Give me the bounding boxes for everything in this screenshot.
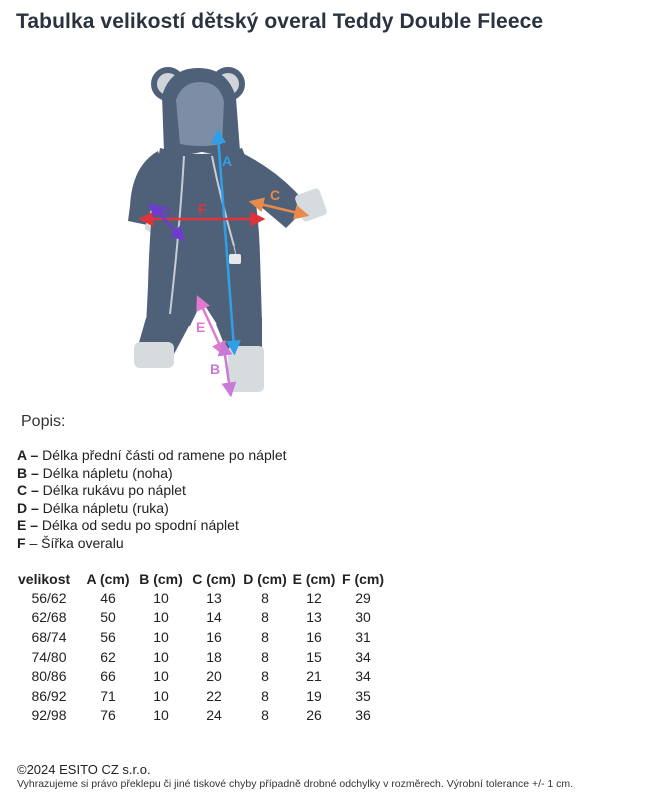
legend-key: F bbox=[17, 534, 26, 551]
table-cell: 15 bbox=[306, 648, 322, 665]
zipper-pull-tag bbox=[229, 254, 241, 264]
table-cell: 36 bbox=[355, 707, 371, 724]
table-cell: 10 bbox=[153, 687, 169, 704]
table-row bbox=[16, 666, 388, 686]
table-cell: 8 bbox=[261, 628, 269, 645]
measure-b-label: B bbox=[210, 361, 221, 377]
table-cell: 86/92 bbox=[31, 687, 67, 704]
legend-item-d bbox=[17, 500, 287, 518]
measure-d-label: D bbox=[160, 203, 171, 219]
legend-key: A – bbox=[17, 447, 39, 463]
table-cell: 56/62 bbox=[31, 589, 67, 606]
table-header-row bbox=[16, 570, 388, 588]
right-foot-cuff bbox=[228, 346, 264, 392]
table-row bbox=[16, 608, 388, 628]
table-cell: 13 bbox=[206, 589, 222, 606]
table-cell: 24 bbox=[206, 707, 222, 724]
left-foot-cuff bbox=[134, 342, 174, 368]
table-cell: 56 bbox=[100, 628, 116, 645]
legend-item-e bbox=[17, 517, 287, 535]
table-cell: 18 bbox=[206, 648, 222, 665]
legend-key: E – bbox=[17, 517, 39, 534]
table-cell: 30 bbox=[355, 609, 371, 626]
table-cell: 46 bbox=[100, 589, 116, 606]
table-cell: 16 bbox=[306, 628, 322, 645]
column-header: F (cm) bbox=[342, 571, 384, 587]
measure-c-label: C bbox=[270, 187, 281, 203]
table-cell: 19 bbox=[306, 687, 322, 704]
table-cell: 10 bbox=[153, 668, 169, 685]
legend-text: – Šířka overalu bbox=[25, 534, 124, 551]
legend-text: Délka nápletu (ruka) bbox=[38, 499, 169, 516]
measure-a-label: A bbox=[222, 153, 233, 169]
table-cell: 76 bbox=[100, 707, 116, 724]
table-row bbox=[16, 588, 388, 608]
copyright-notice: ©2024 ESITO CZ s.r.o. bbox=[17, 762, 151, 777]
legend-key: B – bbox=[17, 464, 39, 481]
page-title: Tabulka velikostí dětský overal Teddy Double Fleece bbox=[16, 10, 544, 33]
legend-text: Délka nápletu (noha) bbox=[38, 464, 173, 481]
table-cell: 10 bbox=[153, 648, 169, 665]
table-cell: 29 bbox=[355, 589, 371, 606]
column-header: C (cm) bbox=[192, 571, 236, 587]
table-cell: 68/74 bbox=[31, 628, 67, 645]
table-cell: 34 bbox=[355, 648, 371, 665]
table-cell: 20 bbox=[206, 668, 222, 685]
table-row bbox=[16, 627, 388, 647]
table-row bbox=[16, 706, 388, 726]
column-header: A (cm) bbox=[86, 571, 130, 587]
column-header: D (cm) bbox=[243, 571, 287, 587]
column-header: velikost bbox=[18, 571, 71, 587]
legend-text: Délka od sedu po spodní náplet bbox=[38, 517, 239, 534]
legend-key: D – bbox=[17, 499, 39, 516]
size-table bbox=[16, 570, 388, 725]
table-cell: 80/86 bbox=[31, 668, 67, 685]
table-cell: 92/98 bbox=[31, 707, 67, 724]
column-header: E (cm) bbox=[292, 571, 336, 587]
legend-text: Délka rukávu po náplet bbox=[38, 482, 186, 499]
measure-e-label: E bbox=[196, 319, 206, 335]
body bbox=[146, 148, 262, 326]
table-cell: 22 bbox=[206, 687, 222, 704]
table-cell: 8 bbox=[261, 668, 269, 685]
table-cell: 62/68 bbox=[31, 609, 67, 626]
table-cell: 71 bbox=[100, 687, 116, 704]
table-row bbox=[16, 647, 388, 667]
table-cell: 8 bbox=[261, 609, 269, 626]
table-cell: 10 bbox=[153, 707, 169, 724]
table-cell: 8 bbox=[261, 687, 269, 704]
measure-f-label: F bbox=[198, 201, 207, 217]
legend-item-f bbox=[17, 535, 287, 553]
table-cell: 10 bbox=[153, 609, 169, 626]
table-cell: 13 bbox=[306, 609, 322, 626]
table-cell: 26 bbox=[306, 707, 322, 724]
legend-item-b bbox=[17, 465, 287, 483]
table-cell: 12 bbox=[306, 589, 322, 606]
table-cell: 66 bbox=[100, 668, 116, 685]
table-row bbox=[16, 686, 388, 706]
table-cell: 34 bbox=[355, 668, 371, 685]
table-cell: 10 bbox=[153, 589, 169, 606]
column-header: B (cm) bbox=[139, 571, 183, 587]
table-cell: 31 bbox=[355, 628, 371, 645]
right-cuff bbox=[294, 187, 328, 222]
table-cell: 14 bbox=[206, 609, 222, 626]
table-cell: 35 bbox=[355, 687, 371, 704]
table-cell: 16 bbox=[206, 628, 222, 645]
legend-item-a bbox=[17, 447, 287, 465]
description-heading: Popis: bbox=[21, 413, 66, 430]
legend-text: Délka přední části od ramene po náplet bbox=[38, 447, 287, 463]
table-cell: 10 bbox=[153, 628, 169, 645]
measurement-legend bbox=[17, 447, 287, 553]
table-cell: 50 bbox=[100, 609, 116, 626]
table-cell: 8 bbox=[261, 648, 269, 665]
legend-item-c bbox=[17, 482, 287, 500]
table-cell: 62 bbox=[100, 648, 116, 665]
table-cell: 8 bbox=[261, 589, 269, 606]
disclaimer-text: Vyhrazujeme si právo překlepu či jiné tiskové chyby případně drobné odchylky v rozměrech. Výrobní tolerance +/- 1 cm. bbox=[17, 778, 574, 790]
table-cell: 74/80 bbox=[31, 648, 67, 665]
overall-illustration bbox=[110, 56, 350, 401]
legend-key: C – bbox=[17, 482, 39, 499]
table-cell: 8 bbox=[261, 707, 269, 724]
table-cell: 21 bbox=[306, 668, 322, 685]
